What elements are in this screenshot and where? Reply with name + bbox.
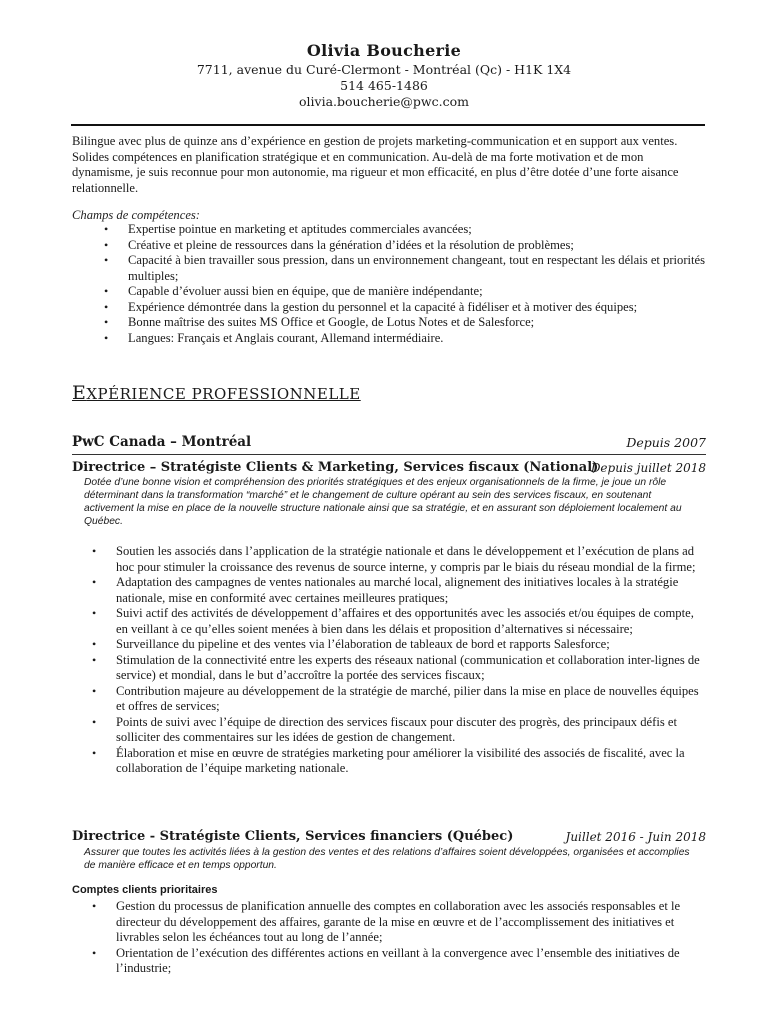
role-1-title: Directrice – Stratégiste Clients & Marketing, Services fiscaux (National) [72, 460, 599, 475]
company-date: Depuis 2007 [626, 435, 706, 450]
list-item: • Expertise pointue en marketing et aptitudes commerciales avancées; [128, 222, 706, 238]
header-divider [71, 124, 705, 126]
list-item: • Suivi actif des activités de développement d’affaires et des opportunités avec les associés et/ou équipes de compte, en veillant à ce qu’elles soient menées à bien dans les délais et proposition d’alternatives si nécessaire; [116, 606, 706, 637]
role-2-subhead: Comptes clients prioritaires [72, 884, 218, 896]
role-1-responsibilities [116, 544, 706, 777]
list-item: • Surveillance du pipeline et des ventes via l’élaboration de tableaux de bord et rapports Salesforce; [116, 637, 706, 653]
list-item: • Élaboration et mise en œuvre de stratégies marketing pour améliorer la visibilité des associés de fiscalité, avec la collaboration de l’équipe marketing nationale. [116, 746, 706, 777]
list-item: • Soutien les associés dans l’application de la stratégie nationale et dans le développement et l’exécution de plans ad hoc pour stimuler la croissance des revenus de source interne, y compris par le biais du réseau mondial de la firme; [116, 544, 706, 575]
list-item: • Capable d’évoluer aussi bien en équipe, que de manière indépendante; [128, 284, 706, 300]
list-item: • Gestion du processus de planification annuelle des comptes en collaboration avec les associés responsables et le directeur du développement des affaires, garante de la mise en œuvre et de l’accomplissement des initiatives et livrables selon les échéances tout au long de l’année; [116, 899, 706, 946]
list-item: • Points de suivi avec l’équipe de direction des services fiscaux pour discuter des progrès, des principaux défis et solliciter des commentaires sur les idées de gestion de changement. [116, 715, 706, 746]
section-title-rest: XPÉRIENCE PROFESSIONNELLE [86, 385, 361, 403]
resume-header [0, 40, 768, 110]
phone: 514 465-1486 [340, 78, 428, 93]
list-item: • Capacité à bien travailler sous pression, dans un environnement changeant, tout en respectant les délais et priorités multiples; [128, 253, 706, 284]
list-item: • Contribution majeure au développement de la stratégie de marché, pilier dans la mise en place de nouvelles équipes et offres de services; [116, 684, 706, 715]
summary-paragraph: Bilingue avec plus de quinze ans d’expérience en gestion de projets marketing-communication et en support aux ventes. Solides compétences en planification stratégique et en communication. Au-delà de ma forte motivation et de mon dynamisme, je suis reconnue pour mon autonomie, ma rigueur et mon efficacité, en plus d’être dotée d’une forte aisance relationnelle. [72, 134, 679, 195]
email: olivia.boucherie@pwc.com [299, 94, 469, 109]
list-item: • Expérience démontrée dans la gestion du personnel et la capacité à fidéliser et à motiver des équipes; [128, 300, 706, 316]
role-2-description: Assurer que toutes les activités liées à la gestion des ventes et des relations d’affaires soient développées, organisées et accomplies de manière efficace et en temps opportun. [84, 847, 690, 871]
section-title-experience [72, 382, 361, 404]
address: 7711, avenue du Curé-Clermont - Montréal (Qc) - H1K 1X4 [196, 62, 572, 77]
company-name: PwC Canada – Montréal [72, 434, 252, 450]
list-item: • Stimulation de la connectivité entre les experts des réseaux national (communication et collaboration inter-lignes de service) et mondial, dans le but d’accroître la portée des services fiscaux; [116, 653, 706, 684]
list-item: • Adaptation des campagnes de ventes nationales au marché local, alignement des initiatives locales à la stratégie nationale, mise en conformité avec certaines meilleures pratiques; [116, 575, 706, 606]
list-item: • Langues: Français et Anglais courant, Allemand intermédiaire. [128, 331, 706, 347]
role-2-title: Directrice - Stratégiste Clients, Services financiers (Québec) [72, 829, 514, 844]
role-1-date: Depuis juillet 2018 [590, 461, 706, 475]
skills-list [128, 222, 706, 346]
list-item: • Orientation de l’exécution des différentes actions en veillant à la convergence avec l’ensemble des initiatives de l’industrie; [116, 946, 706, 977]
candidate-name: Olivia Boucherie [306, 41, 462, 60]
role-2-responsibilities [116, 899, 706, 977]
section-title-initial: E [72, 382, 87, 404]
role-1-description: Dotée d’une bonne vision et compréhension des priorités stratégiques et des enjeux organisationnels de la firme, je joue un rôle déterminant dans la transformation “marché” et le changement de culture opérant au sein des services fiscaux, en soutenant activement la mise en place de la nouvelle structure nationale ainsi que sa stratégie, et en assurant son déploiement localement au Québec. [84, 477, 682, 527]
list-item: • Créative et pleine de ressources dans la génération d’idées et la résolution de problèmes; [128, 238, 706, 254]
list-item: • Bonne maîtrise des suites MS Office et Google, de Lotus Notes et de Salesforce; [128, 315, 706, 331]
company-row [72, 434, 706, 455]
role-2-date: Juillet 2016 - Juin 2018 [565, 830, 706, 844]
skills-title: Champs de compétences: [72, 208, 200, 222]
role-2-header [72, 829, 706, 847]
